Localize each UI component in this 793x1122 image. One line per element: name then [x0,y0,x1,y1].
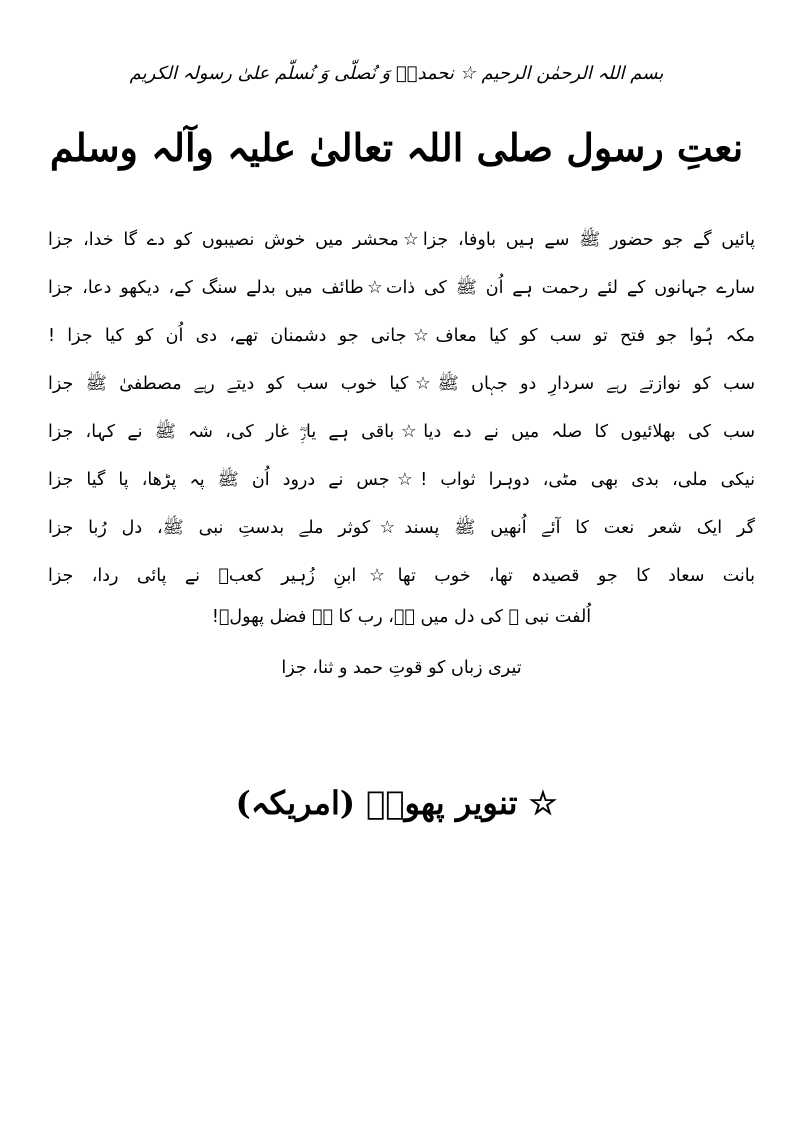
verse-line-closing: اُلفت نبی ﷺ کی دل میں ہے، رب کا ہے فضل پھولؔ! [211,607,592,627]
verse-line: نیکی ملی، بدی بھی مٹی، دوہرا ثواب !☆جس نے درود اُن ﷺ پہ پڑھا، پا گیا جزا [48,470,755,490]
verse-line: سب کو نوازتے رہے سردارِ دو جہاں ﷺ☆کیا خوب سب کو دیتے رہے مصطفیٰ ﷺ جزا [48,374,755,394]
verse-line: پائیں گے جو حضور ﷺ سے ہیں باوفا، جزا☆محشر میں خوش نصیبوں کو دے گا خدا، جزا [48,230,755,250]
bismillah-heading: بسم اللہ الرحمٰن الرحیم ☆ نحمدہٗ وَ نُصلّی وَ نُسلّم علیٰ رسولہ الکریم [129,63,664,84]
verse-line: بانت سعاد کا جو قصیدہ تھا، خوب تھا☆ابنِ زُہیر کعبؓ نے پائی ردا، جزا [48,566,755,586]
verse-line: سب کی بھلائیوں کا صلہ میں نے دے دیا☆باقی ہے یارِؓ غار کی، شہ ﷺ نے کہا، جزا [48,422,755,442]
verse-list [48,218,755,698]
page-title: نعتِ رسول صلی اللہ تعالیٰ علیہ وآلہ وسلم [49,125,744,170]
poet-signature: ☆ تنویر پھولؔ (امریکہ) [235,784,558,822]
verse-line: گر ایک شعر نعت کا آئے اُنھیں ﷺ پسند☆کوثر ملے بدستِ نبی ﷺ، دل رُبا جزا [48,518,755,538]
verse-line: سارے جہانوں کے لئے رحمت ہے اُن ﷺ کی ذات☆طائف میں بدلے سنگ کے، دیکھو دعا، جزا [48,278,755,298]
verse-line-closing: تیری زباں کو قوتِ حمد و ثنا، جزا [281,658,522,678]
verse-line: مکہ ہُوا جو فتح تو سب کو کیا معاف☆جانی جو دشمنان تھے، دی اُن کو کیا جزا ! [48,326,755,346]
